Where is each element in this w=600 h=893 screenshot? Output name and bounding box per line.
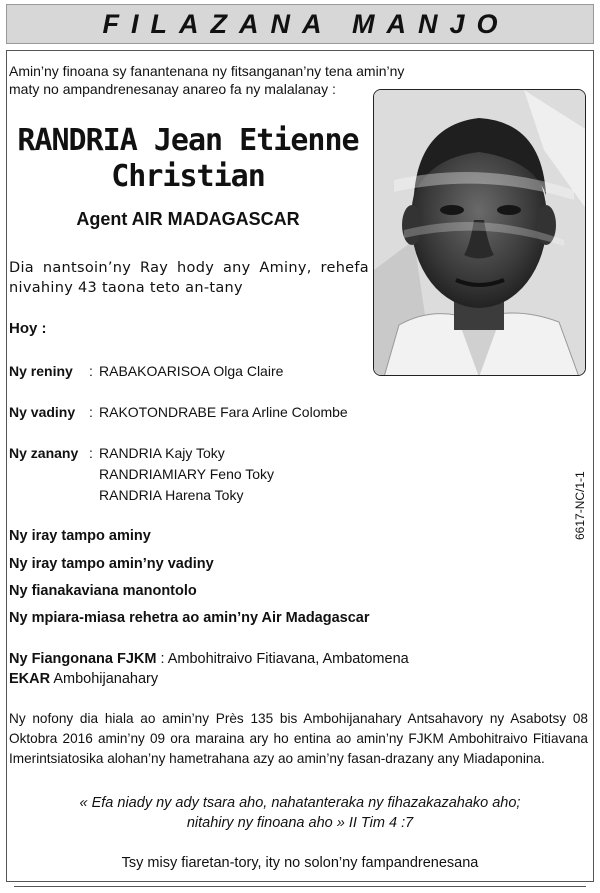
relatives-line: Ny mpiara-miasa rehetra ao amin’ny Air Madagascar [9, 610, 370, 626]
ekar-text: Ambohijanahary [50, 671, 159, 687]
relatives-line: Ny iray tampo amin’ny vadiny [9, 556, 214, 572]
service-details: Ny nofony dia hiala ao amin’ny Près 135 bis Ambohijanahary Antsahavory ny Asabotsy 08 Oktobra 2016 amin’ny 09 ora maraina ary ho entina ao amin’ny FJKM Ambohitraivo Fitiavana Imerintsiatosika alohan’ny hametrahana azy ao amin’ny fasan-drazany any Miadaponina. [9, 711, 588, 766]
family-name: RANDRIA Harena Toky [99, 487, 244, 503]
church-label: Ny Fiangonana FJKM [9, 651, 157, 667]
notice-title: FILAZANA MANJO [102, 8, 510, 39]
hoy-label: Hoy : [9, 320, 47, 337]
church-text: : Ambohitraivo Fitiavana, Ambatomena [156, 651, 409, 667]
church-info [9, 649, 409, 689]
colon: : [89, 404, 93, 420]
bible-quote [40, 793, 560, 833]
family-name: RAKOTONDRABE Fara Arline Colombe [99, 404, 348, 420]
intro-text: Amin’ny finoana sy fanantenana ny fitsanganan’ny tena amin’ny maty no ampandrenesanay anareo fa ny malalanay : [9, 63, 405, 97]
family-name: RABAKOARISOA Olga Claire [99, 363, 284, 379]
family-label: Ny vadiny [9, 404, 76, 420]
announcement-text: Dia nantsoin’ny Ray hody any Aminy, rehefa nivahiny 43 taona teto an-tany [9, 260, 369, 296]
family-mother [9, 361, 283, 382]
family-spouse [9, 402, 348, 423]
deceased-name [8, 123, 368, 195]
portrait-photo [373, 89, 586, 376]
deceased-name-line2: Christian [111, 159, 265, 194]
colon: : [89, 445, 93, 461]
quote-line: nitahiry ny finoana aho » II Tim 4 :7 [186, 815, 414, 831]
deceased-role: Agent AIR MADAGASCAR [76, 209, 300, 229]
portrait-image [374, 90, 586, 376]
family-name: RANDRIA Kajy Toky [99, 445, 225, 461]
colon: : [89, 363, 93, 379]
relatives-line: Ny iray tampo aminy [9, 528, 151, 544]
family-label: Ny zanany [9, 445, 79, 461]
relatives-line: Ny fianakaviana manontolo [9, 583, 197, 599]
quote-line: « Efa niady ny ady tsara aho, nahatanteraka ny fihazakazahako aho; [79, 795, 521, 811]
deceased-name-line1: RANDRIA Jean Etienne [17, 123, 359, 158]
bottom-border [14, 886, 586, 893]
ekar-label: EKAR [9, 671, 51, 687]
family-children [9, 443, 274, 506]
family-label: Ny reniny [9, 363, 73, 379]
closing-text: Tsy misy fiaretan-tory, ity no solon’ny fampandrenesana [121, 855, 479, 871]
family-name: RANDRIAMIARY Feno Toky [99, 466, 275, 482]
reference-code: 6617-NC/1-1 [573, 471, 587, 540]
notice-header [6, 4, 594, 44]
